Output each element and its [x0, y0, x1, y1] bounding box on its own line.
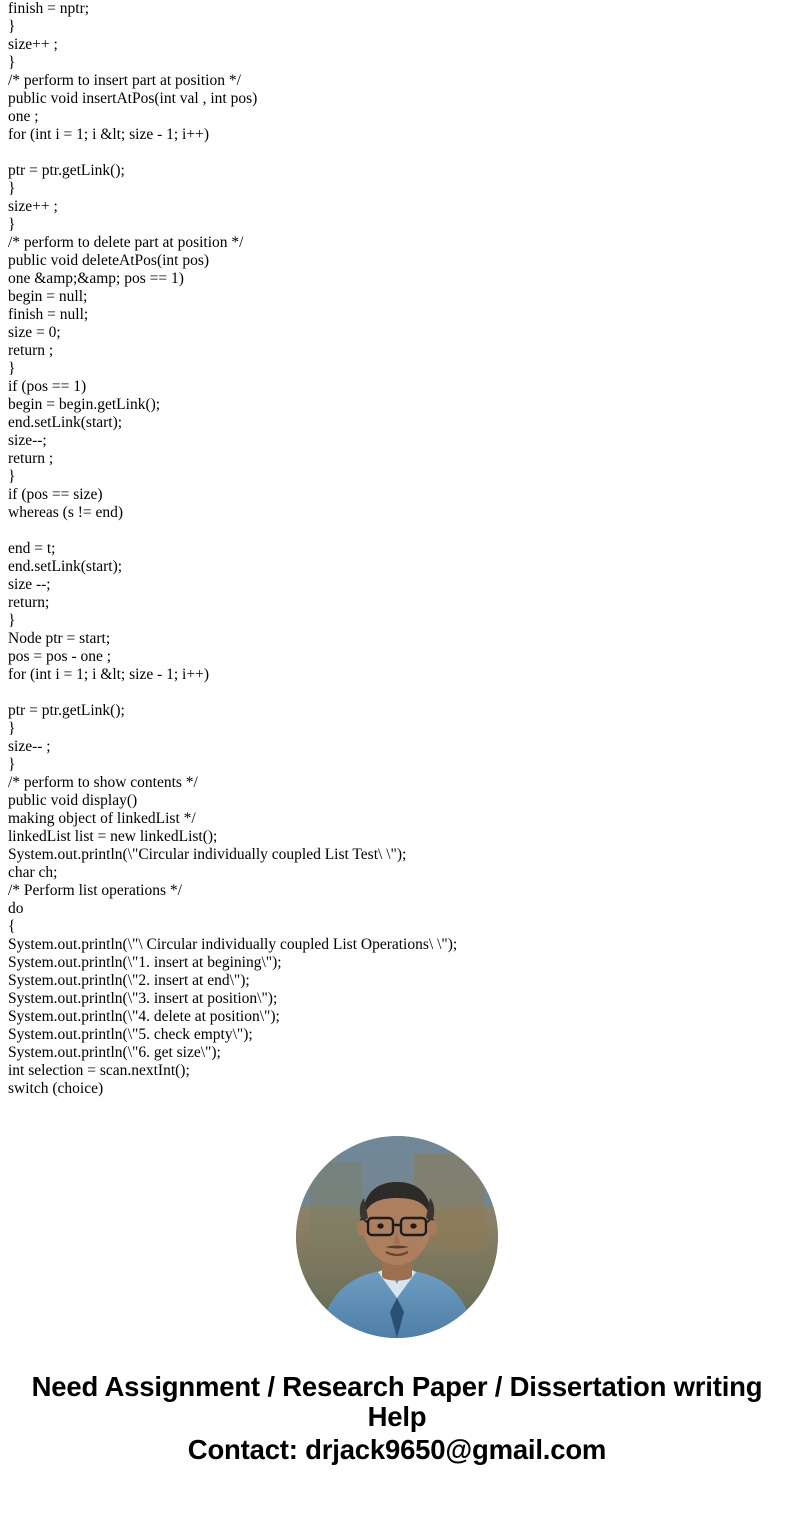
code-line: /* perform to delete part at position */ — [8, 234, 244, 251]
code-line: } — [8, 720, 16, 737]
code-line: System.out.println(\"Circular individually coupled List Test\ \"); — [8, 846, 407, 863]
footer-headline: Need Assignment / Research Paper / Dissertation writing Help — [31, 1371, 763, 1432]
code-line: char ch; — [8, 864, 58, 881]
code-line: System.out.println(\"4. delete at position\"); — [8, 1008, 280, 1025]
code-line: begin = begin.getLink(); — [8, 396, 161, 413]
code-line: return; — [8, 594, 50, 611]
code-line: System.out.println(\"3. insert at position\"); — [8, 990, 278, 1007]
code-line: public void deleteAtPos(int pos) — [8, 252, 210, 269]
code-line: for (int i = 1; i &lt; size - 1; i++) — [8, 126, 210, 143]
code-line: Node ptr = start; — [8, 630, 111, 647]
code-line: } — [8, 360, 16, 377]
code-line: } — [8, 180, 16, 197]
avatar — [296, 1136, 498, 1338]
code-line: } — [8, 756, 16, 773]
code-line: { — [8, 918, 16, 935]
code-line: size--; — [8, 432, 47, 449]
code-line: System.out.println(\"2. insert at end\"); — [8, 972, 250, 989]
code-line: return ; — [8, 450, 54, 467]
code-line: } — [8, 612, 16, 629]
code-line: size --; — [8, 576, 51, 593]
code-line: if (pos == 1) — [8, 378, 87, 395]
code-line: finish = nptr; — [8, 0, 90, 17]
profile-photo-container — [0, 1136, 794, 1338]
code-line: pos = pos - one ; — [8, 648, 112, 665]
code-line: } — [8, 468, 16, 485]
code-line: do — [8, 900, 24, 917]
code-line: public void insertAtPos(int val , int pos) — [8, 90, 258, 107]
code-line: finish = null; — [8, 306, 89, 323]
code-line: end = t; — [8, 540, 56, 557]
code-line: int selection = scan.nextInt(); — [8, 1062, 190, 1079]
code-line: } — [8, 216, 16, 233]
code-line: /* perform to insert part at position */ — [8, 72, 241, 89]
code-line: size = 0; — [8, 324, 61, 341]
code-line — [8, 144, 786, 162]
footer — [0, 1372, 794, 1466]
code-line: whereas (s != end) — [8, 504, 124, 521]
code-line: end.setLink(start); — [8, 414, 123, 431]
code-line: one &amp;&amp; pos == 1) — [8, 270, 184, 287]
code-line: } — [8, 18, 16, 35]
code-line: one ; — [8, 108, 39, 125]
code-line: /* Perform list operations */ — [8, 882, 182, 899]
portrait-photo-icon — [296, 1136, 498, 1338]
code-line: System.out.println(\"1. insert at begining\"); — [8, 954, 282, 971]
code-line: System.out.println(\"6. get size\"); — [8, 1044, 221, 1061]
code-line: /* perform to show contents */ — [8, 774, 198, 791]
code-line: ptr = ptr.getLink(); — [8, 702, 125, 719]
code-line — [8, 684, 786, 702]
code-line: if (pos == size) — [8, 486, 103, 503]
code-line: size++ ; — [8, 36, 58, 53]
footer-contact: Contact: drjack9650@gmail.com — [187, 1434, 607, 1465]
code-line: } — [8, 54, 16, 71]
code-line: making object of linkedList */ — [8, 810, 196, 827]
code-line: return ; — [8, 342, 54, 359]
code-line: end.setLink(start); — [8, 558, 123, 575]
code-line: switch (choice) — [8, 1080, 104, 1097]
code-line: size-- ; — [8, 738, 51, 755]
code-line: ptr = ptr.getLink(); — [8, 162, 125, 179]
code-line: begin = null; — [8, 288, 88, 305]
code-line: linkedList list = new linkedList(); — [8, 828, 218, 845]
code-line: size++ ; — [8, 198, 58, 215]
code-line: public void display() — [8, 792, 138, 809]
code-line: System.out.println(\"\ Circular individually coupled List Operations\ \"); — [8, 936, 458, 953]
code-line — [8, 522, 786, 540]
code-line: System.out.println(\"5. check empty\"); — [8, 1026, 253, 1043]
code-line: for (int i = 1; i &lt; size - 1; i++) — [8, 666, 210, 683]
